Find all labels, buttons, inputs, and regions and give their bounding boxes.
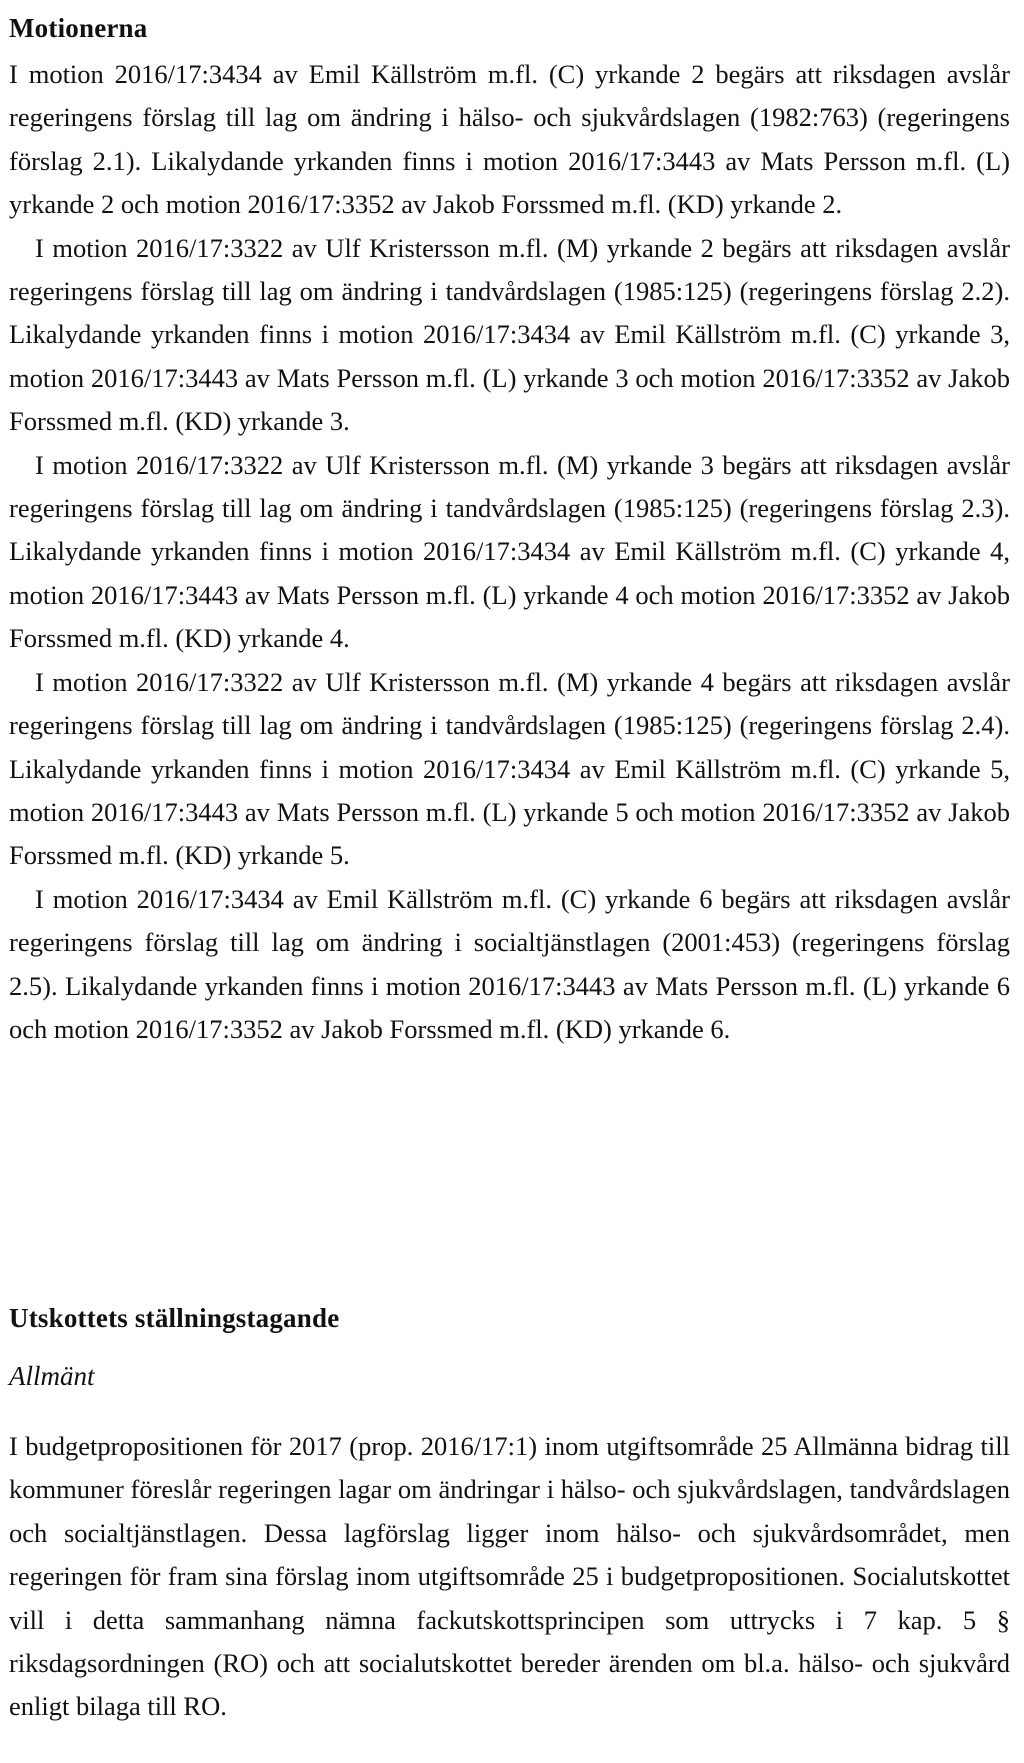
paragraph-motion-2: I motion 2016/17:3322 av Ulf Kristersson m.fl. (M) yrkande 2 begärs att riksdagen avslår regeringens förslag till lag om ändring i tandvårdslagen (1985:125) (regeringens förslag 2.2). Likalydande yrkanden finns i motion 2016/17:3434 av Emil Källström m.fl. (C) yrkande 3, motion 2016/17:3443 av Mats Persson m.fl. (L) yrkande 3 och motion 2016/17:3352 av Jakob Forssmed m.fl. (KD) yrkande 3.	[9, 232, 1010, 437]
section-heading-motionerna: Motionerna	[9, 13, 148, 43]
section-heading-utskottets-stallningstagande: Utskottets ställningstagande	[9, 1303, 340, 1333]
paragraph-motion-4: I motion 2016/17:3322 av Ulf Kristersson m.fl. (M) yrkande 4 begärs att riksdagen avslår regeringens förslag till lag om ändring i tandvårdslagen (1985:125) (regeringens förslag 2.4). Likalydande yrkanden finns i motion 2016/17:3434 av Emil Källström m.fl. (C) yrkande 5, motion 2016/17:3443 av Mats Persson m.fl. (L) yrkande 5 och motion 2016/17:3352 av Jakob Forssmed m.fl. (KD) yrkande 5.	[9, 666, 1010, 871]
paragraph-motion-3: I motion 2016/17:3322 av Ulf Kristersson m.fl. (M) yrkande 3 begärs att riksdagen avslår regeringens förslag till lag om ändring i tandvårdslagen (1985:125) (regeringens förslag 2.3). Likalydande yrkanden finns i motion 2016/17:3434 av Emil Källström m.fl. (C) yrkande 4, motion 2016/17:3443 av Mats Persson m.fl. (L) yrkande 4 och motion 2016/17:3352 av Jakob Forssmed m.fl. (KD) yrkande 4.	[9, 449, 1010, 654]
allmant-body	[9, 1425, 1010, 1729]
paragraph-motion-5: I motion 2016/17:3434 av Emil Källström m.fl. (C) yrkande 6 begärs att riksdagen avslår regeringens förslag till lag om ändring i socialtjänstlagen (2001:453) (regeringens förslag 2.5). Likalydande yrkanden finns i motion 2016/17:3443 av Mats Persson m.fl. (L) yrkande 6 och motion 2016/17:3352 av Jakob Forssmed m.fl. (KD) yrkande 6.	[9, 883, 1010, 1044]
paragraph-motion-1: I motion 2016/17:3434 av Emil Källström m.fl. (C) yrkande 2 begärs att riksdagen avslår regeringens förslag till lag om ändring i hälso- och sjukvårdslagen (1982:763) (regeringens förslag 2.1). Likalydande yrkanden finns i motion 2016/17:3443 av Mats Persson m.fl. (L) yrkande 2 och motion 2016/17:3352 av Jakob Forssmed m.fl. (KD) yrkande 2.	[9, 59, 1010, 220]
motioner-body	[9, 53, 1010, 1051]
paragraph-allmant-1: I budgetpropositionen för 2017 (prop. 2016/17:1) inom utgiftsområde 25 Allmänna bidrag till kommuner föreslår regeringen lagar om ändringar i hälso- och sjukvårdslagen, tandvårdslagen och socialtjänstlagen. Dessa lagförslag ligger inom hälso- och sjukvårdsområdet, men regeringen för fram sina förslag inom utgiftsområde 25 i budgetpropositionen. Socialutskottet vill i detta sammanhang nämna fackutskottsprincipen som uttrycks i 7 kap. 5 § riksdagsordningen (RO) och att socialutskottet bereder ärenden om bl.a. hälso- och sjukvård enligt bilaga till RO.	[9, 1431, 1010, 1722]
subheading-allmant: Allmänt	[9, 1361, 95, 1391]
